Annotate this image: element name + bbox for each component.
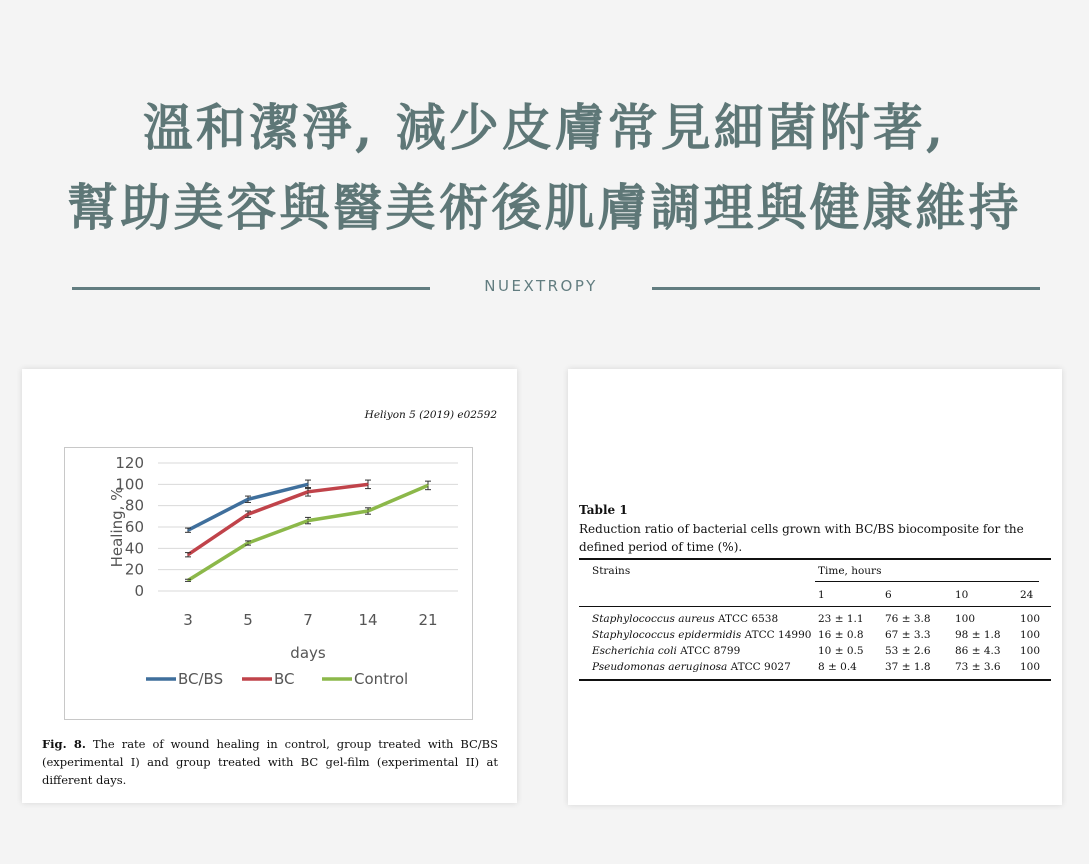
table-cell: 100	[1020, 661, 1041, 673]
table-card	[568, 369, 1062, 805]
x-axis-label: days	[290, 644, 326, 662]
y-tick-label: 120	[115, 454, 144, 472]
data-point	[187, 580, 189, 582]
table-cell: 73 ± 3.6	[955, 661, 1001, 673]
data-point	[307, 484, 309, 486]
table-description: Reduction ratio of bacterial cells grown with BC/BS biocomposite for the defined period of time (%).	[579, 522, 1024, 554]
data-point	[247, 498, 249, 500]
x-tick-label: 5	[243, 611, 253, 629]
y-tick-label: 100	[115, 475, 144, 494]
divider-right	[652, 287, 1040, 290]
caption-label: Fig. 8.	[42, 737, 86, 751]
col-header-time: Time, hours	[818, 565, 882, 577]
table-cell: 67 ± 3.3	[885, 629, 931, 641]
table-cell: 100	[1020, 629, 1041, 641]
y-tick-label: 80	[124, 496, 144, 515]
hour-header: 10	[955, 589, 969, 601]
hour-header: 1	[818, 589, 825, 601]
time-subheader-rule	[815, 581, 1039, 582]
table-cell: 8 ± 0.4	[818, 661, 857, 673]
headline-line-1: 溫和潔淨, 減少皮膚常見細菌附著,	[142, 98, 947, 157]
x-tick-label: 14	[358, 611, 378, 629]
species-name: Staphylococcus epidermidis	[592, 629, 742, 641]
journal-citation: Heliyon 5 (2019) e02592	[364, 409, 497, 421]
strain-code: ATCC 14990	[744, 629, 812, 641]
header-bottom-rule	[579, 606, 1051, 607]
y-axis-label: Healing, %	[108, 486, 126, 568]
table-title: Table 1	[579, 503, 628, 517]
data-point	[247, 542, 249, 544]
strain-code: ATCC 8799	[680, 645, 741, 657]
data-point	[187, 529, 189, 531]
y-tick-label: 60	[124, 518, 144, 536]
x-tick-label: 7	[303, 611, 313, 629]
x-tick-label: 3	[183, 611, 193, 629]
legend-label: BC/BS	[178, 670, 224, 688]
table-cell: 16 ± 0.8	[818, 629, 864, 641]
table-row-strain	[592, 645, 740, 657]
table-row-strain	[592, 661, 791, 673]
hour-header: 24	[1020, 589, 1034, 601]
legend-label: Control	[354, 670, 409, 688]
brand-name: NUEXTROPY	[484, 277, 598, 295]
headline-line-2: 幫助美容與醫美術後肌膚調理與健康維持	[67, 178, 1022, 237]
table-cell: 23 ± 1.1	[818, 613, 864, 625]
x-tick-label: 21	[418, 611, 438, 629]
healing-chart	[64, 447, 474, 721]
figure-caption	[42, 735, 498, 789]
table-row-strain	[592, 613, 778, 625]
table-cell: 76 ± 3.8	[885, 613, 931, 625]
species-name: Pseudomonas aeruginosa	[592, 661, 728, 673]
figure-card	[22, 369, 517, 803]
hour-header: 6	[885, 589, 892, 601]
table-cell: 86 ± 4.3	[955, 645, 1001, 657]
legend-label: BC	[274, 670, 295, 688]
y-tick-label: 40	[124, 539, 144, 558]
table-cell: 98 ± 1.8	[955, 629, 1001, 641]
table-cell: 53 ± 2.6	[885, 645, 931, 657]
table-cell: 37 ± 1.8	[885, 661, 931, 673]
table-cell: 100	[955, 613, 976, 625]
data-point	[367, 510, 369, 512]
table-bottom-rule	[579, 679, 1051, 681]
data-point	[187, 554, 189, 556]
y-tick-label: 20	[124, 560, 144, 579]
data-point	[367, 484, 369, 486]
y-tick-label: 0	[134, 582, 144, 600]
species-name: Staphylococcus aureus	[592, 613, 715, 625]
table-cell: 100	[1020, 645, 1041, 657]
table-cell: 10 ± 0.5	[818, 645, 864, 657]
table-top-rule	[579, 558, 1051, 560]
data-point	[247, 513, 249, 515]
data-point	[307, 491, 309, 493]
data-point	[427, 485, 429, 487]
species-name: Escherichia coli	[592, 645, 677, 657]
col-header-strains: Strains	[592, 565, 631, 577]
divider-left	[72, 287, 430, 290]
data-point	[307, 520, 309, 522]
table-cell: 100	[1020, 613, 1041, 625]
caption-text: The rate of wound healing in control, group treated with BC/BS (experimental I) and group treated with BC gel-film (experimental II) at different days.	[42, 737, 498, 787]
strain-code: ATCC 9027	[730, 661, 791, 673]
table-row-strain	[592, 629, 811, 641]
strain-code: ATCC 6538	[717, 613, 779, 625]
